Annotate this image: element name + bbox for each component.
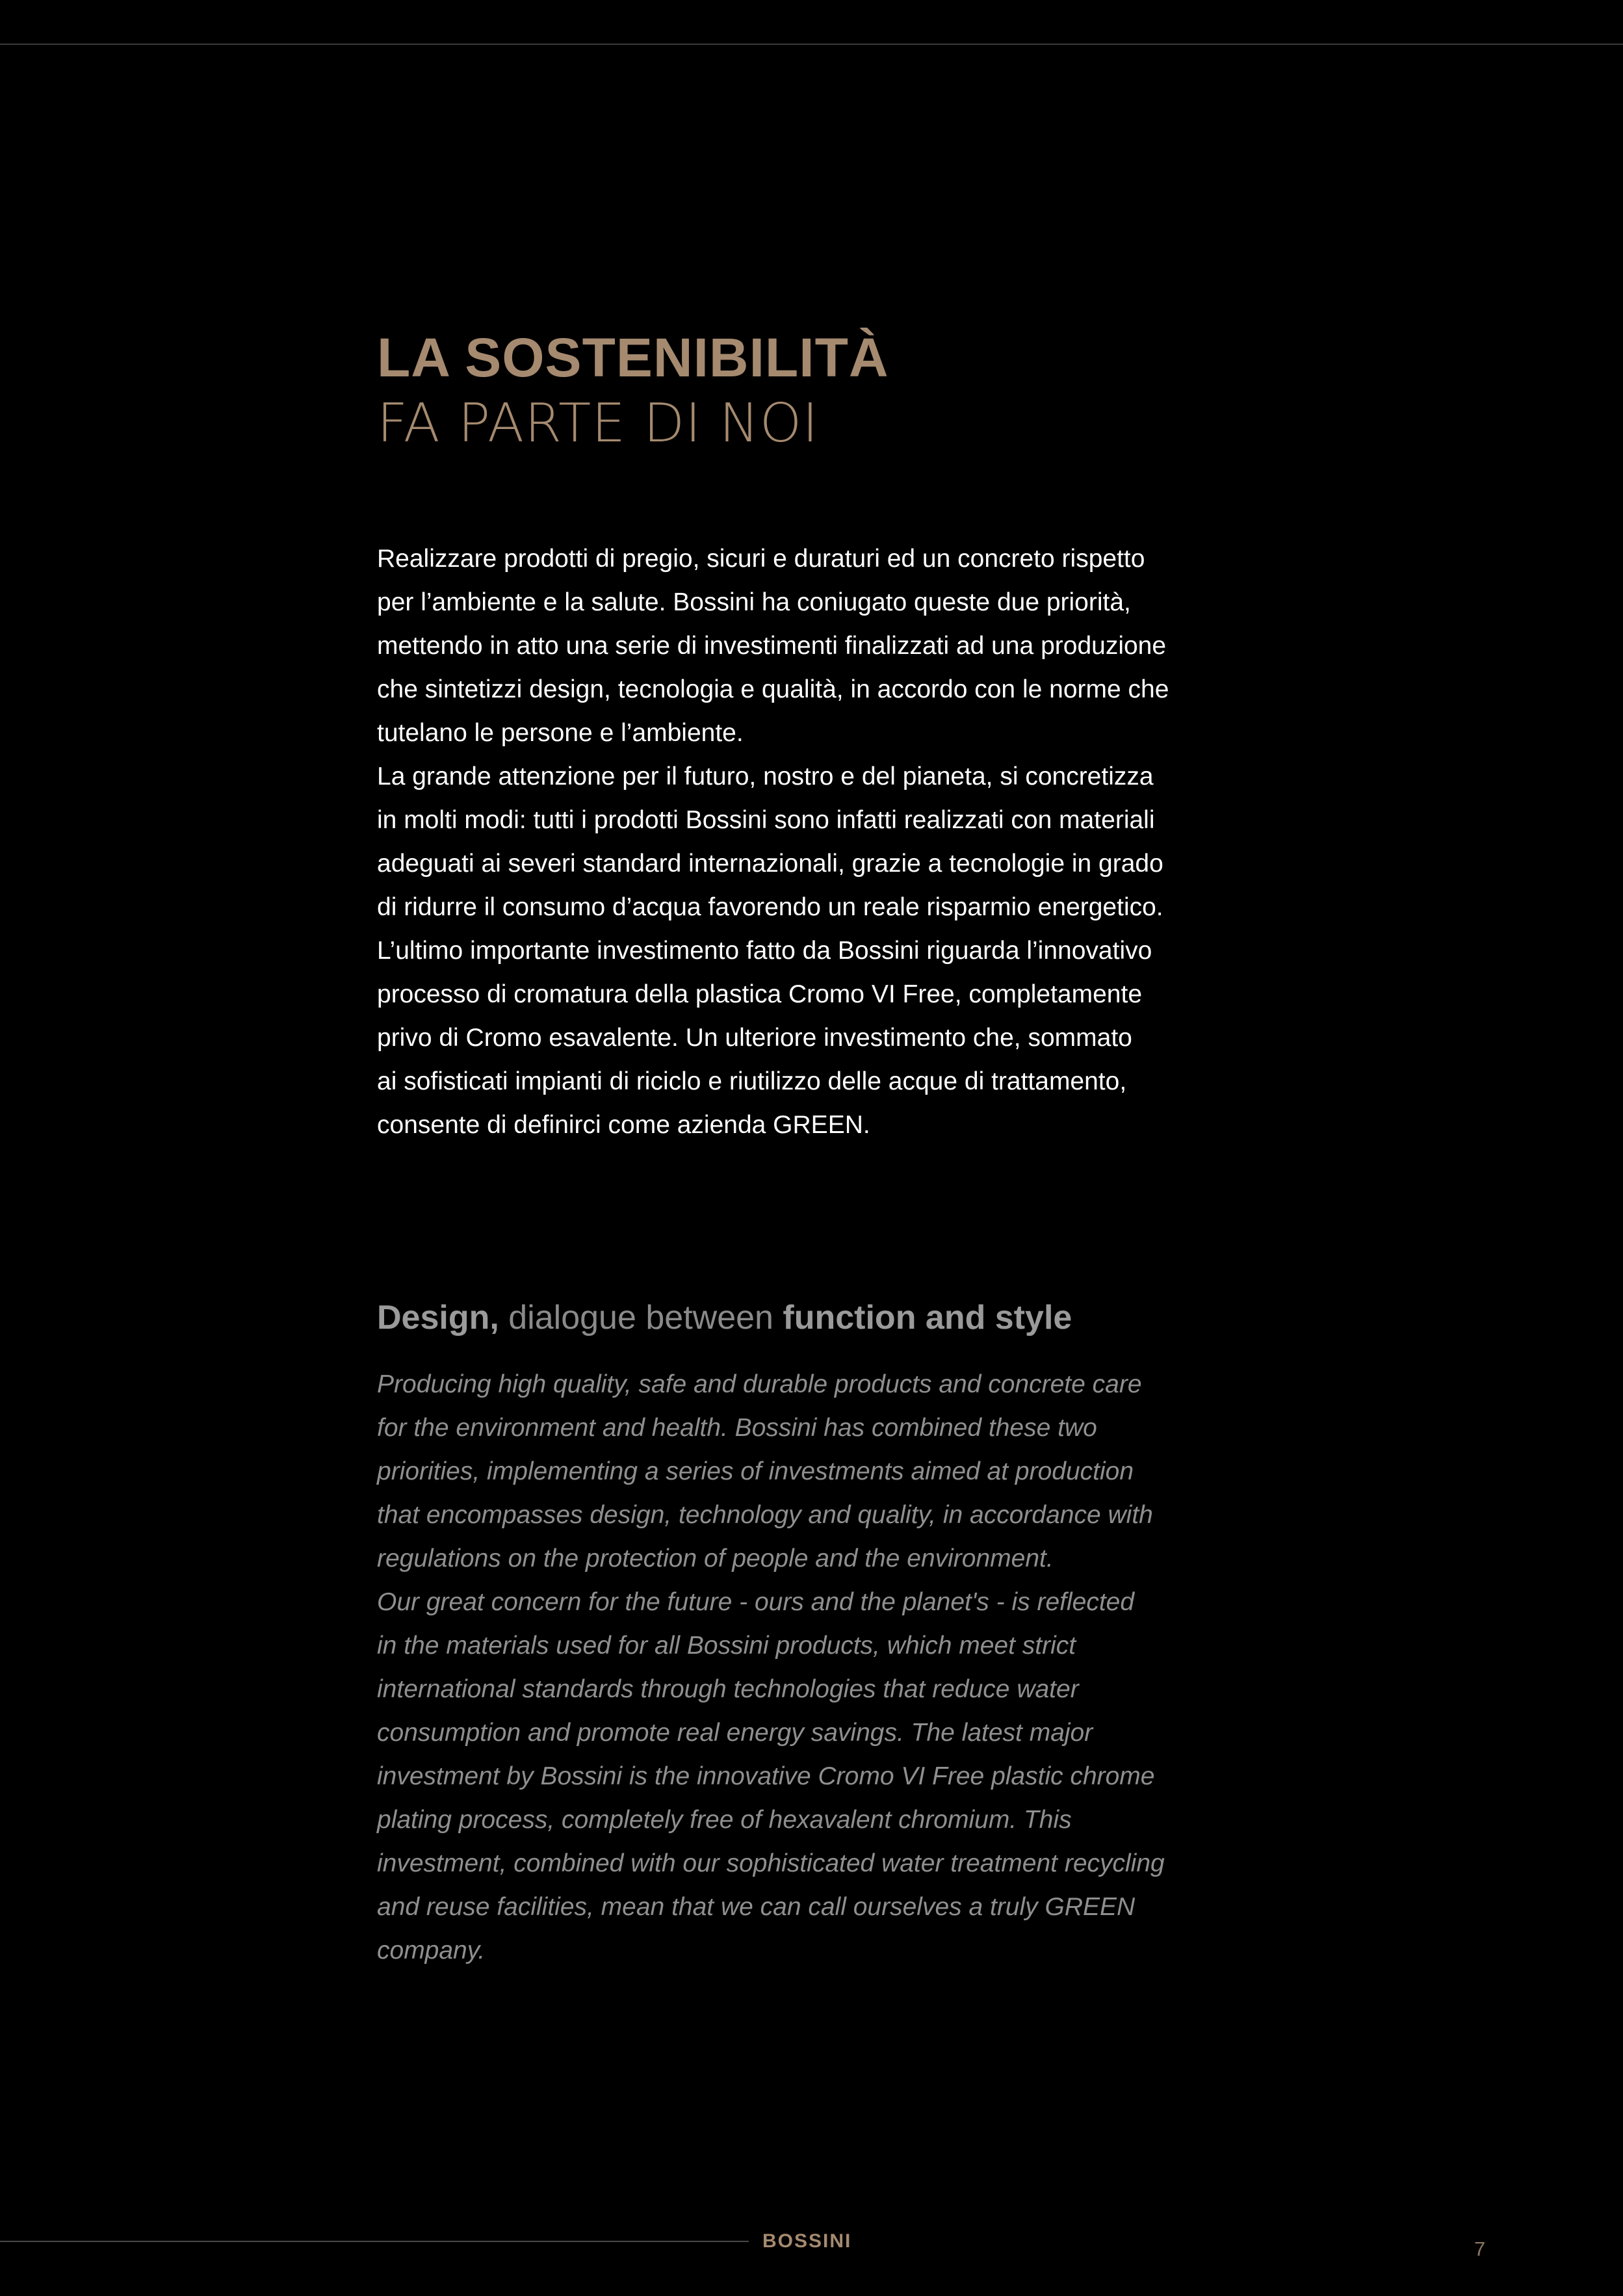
english-heading-function: function and style xyxy=(783,1299,1072,1337)
title-line-1: LA SOSTENIBILITÀ xyxy=(377,327,889,388)
top-divider xyxy=(0,44,1623,45)
english-paragraph-1: Producing high quality, safe and durable products and concrete care for the environment and health. Bossini has combined these two priorities, implementing a series of investments aimed at production that encompasses design, technology and quality, in accordance with regulations on the protection of people and the environment. xyxy=(377,1370,1153,1572)
english-body xyxy=(377,1363,1267,1972)
title-line-2: FA PARTE DI NOI xyxy=(377,393,819,454)
italian-paragraph-1: Realizzare prodotti di pregio, sicuri e duraturi ed un concreto rispetto per l’ambiente e la salute. Bossini ha coniugato queste due priorità, mettendo in atto una serie di investimenti finalizzati ad una produzione che sintetizzi design, tecnologia e qualità, in accordo con le norme che tutelano le persone e l’ambiente. xyxy=(377,545,1169,747)
italian-paragraph-2: La grande attenzione per il futuro, nostro e del pianeta, si concretizza in molti modi: tutti i prodotti Bossini sono infatti realizzati con materiali adeguati ai severi standard internazionali, grazie a tecnologie in grado di ridurre il consumo d’acqua favorendo un reale risparmio energetico. L’ultimo importante investimento fatto da Bossini riguarda l’innovativo processo di cromatura della plastica Cromo VI Free, completamente privo di Cromo esavalente. Un ulteriore investimento che, sommato ai sofisticati impianti di riciclo e riutilizzo delle acque di trattamento, consente di definirci come azienda GREEN. xyxy=(377,763,1163,1139)
footer-divider xyxy=(0,2241,749,2242)
english-heading-dialogue: dialogue between xyxy=(499,1299,783,1337)
english-heading-design: Design, xyxy=(377,1299,499,1337)
page-number: 7 xyxy=(1474,2237,1486,2260)
english-heading xyxy=(377,1295,1072,1340)
brand-logo: BOSSINI xyxy=(762,2230,852,2252)
english-paragraph-2: Our great concern for the future - ours and the planet's - is reflected in the materials used for all Bossini products, which meet strict international standards through technologies that reduce water consumption and promote real energy savings. The latest major investment by Bossini is the innovative Cromo VI Free plastic chrome plating process, completely free of hexavalent chromium. This investment, combined with our sophisticated water treatment recycling and reuse facilities, mean that we can call ourselves a truly GREEN company. xyxy=(377,1588,1165,1964)
italian-body xyxy=(377,537,1267,1147)
